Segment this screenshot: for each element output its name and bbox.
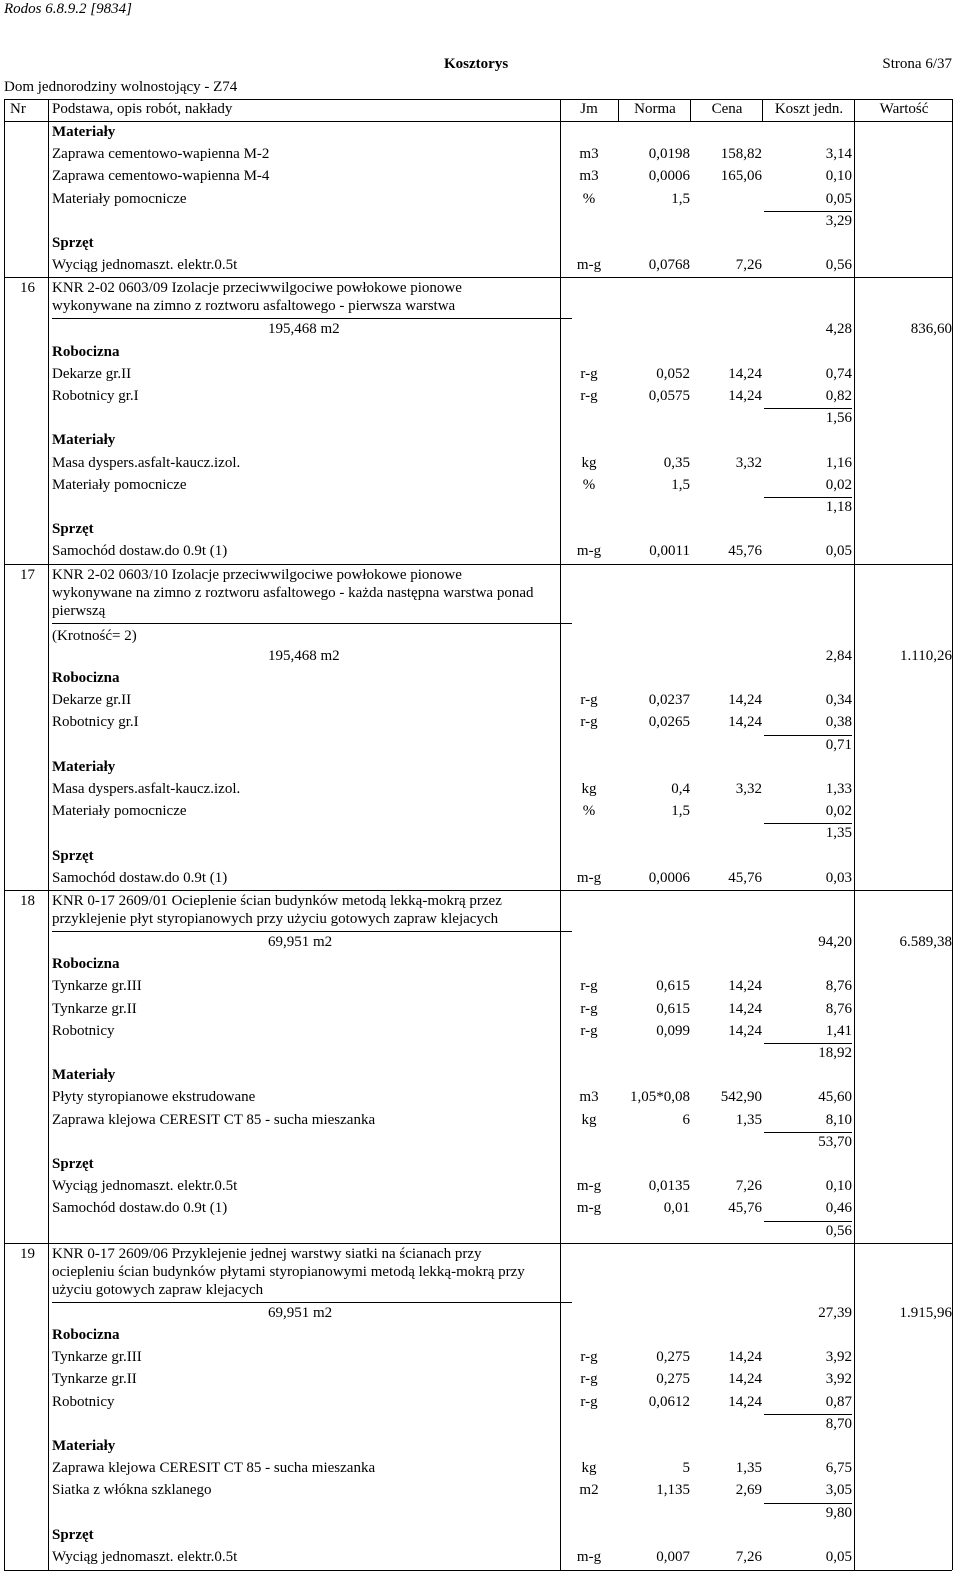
item-unit: kg [581,781,597,797]
position-description: KNR 0-17 2609/01 Ocieplenie ścian budynków metodą lekką-mokrą przez [52,893,502,909]
section-heading: Sprzęt [52,235,94,251]
subtotal-rule [764,1043,852,1044]
section-heading: Materiały [52,758,116,775]
section-heading: Materiały [52,432,116,449]
col-rule-desc [48,99,49,1570]
item-price: 3,32 [735,454,762,471]
item-norm: 0,01 [663,1200,690,1217]
position-description: użyciu gotowych zapraw klejacych [52,1281,264,1298]
project-name: Dom jednorodziny wolnostojący - Z74 [4,79,238,95]
item-price: 14,24 [728,365,762,382]
position-unit-cost: 4,28 [825,321,852,338]
col-rule-price [690,99,691,122]
item-unit-cost: 3,05 [825,1482,852,1499]
section-heading: Robocizna [52,1327,120,1343]
item-description: Tynkarze gr.III [52,1349,142,1366]
item-norm: 0,35 [663,454,690,471]
item-unit: kg [581,1460,597,1477]
item-norm: 0,615 [656,978,690,995]
section-heading: Sprzęt [52,1526,94,1543]
position-separator [4,277,952,278]
item-norm: 1,5 [671,190,690,207]
header-price: Cena [711,101,743,117]
item-unit: % [582,476,596,493]
header-norm: Norma [634,101,676,117]
item-unit-cost: 0,05 [825,543,852,560]
item-price: 2,69 [735,1482,762,1499]
item-norm: 1,135 [656,1482,690,1499]
item-description: Siatka z włókna szklanego [52,1482,212,1499]
col-rule-cost [762,99,763,122]
item-description: Materiały pomocnicze [52,190,187,207]
position-description: wykonywane na zimno z roztworu asfaltowego - każda następna warstwa ponad [52,584,534,601]
item-description: Robotnicy [52,1393,115,1410]
position-description: wykonywane na zimno z roztworu asfaltowego - pierwsza warstwa [52,298,456,315]
item-unit-cost: 3,92 [825,1371,852,1388]
item-description: Masa dyspers.asfalt-kaucz.izol. [52,454,241,471]
item-unit: r-g [580,714,598,731]
item-description: Robotnicy gr.I [52,714,139,731]
item-description: Materiały pomocnicze [52,803,187,820]
item-unit-cost: 0,10 [825,1178,852,1195]
subtotal-rule [764,1221,852,1222]
item-description: Samochód dostaw.do 0.9t (1) [52,869,228,886]
item-unit-cost: 0,05 [825,190,852,207]
subtotal-rule [764,735,852,736]
item-unit: r-g [580,1349,598,1366]
item-description: Dekarze gr.II [52,692,132,709]
item-price: 7,26 [735,1549,762,1565]
section-heading: Robocizna [52,343,120,360]
item-price: 542,90 [720,1089,762,1106]
item-description: Wyciąg jednomaszt. elektr.0.5t [52,1178,238,1195]
col-rule-left [4,99,5,1570]
position-quantity: 69,951 m2 [268,1304,333,1321]
item-price: 1,35 [735,1111,762,1128]
position-unit-cost: 27,39 [818,1304,852,1321]
item-unit: % [582,803,596,820]
item-unit: % [582,190,596,207]
position-value: 6.589,38 [899,934,952,950]
subtotal-rule [764,408,852,409]
item-unit-cost: 8,76 [825,1000,852,1017]
col-rule-right [952,99,953,1570]
item-description: Dekarze gr.II [52,365,132,382]
subtotal: 3,29 [825,212,852,229]
item-price: 14,24 [728,1371,762,1388]
item-norm: 0,4 [671,781,690,797]
item-unit-cost: 1,16 [825,454,852,471]
position-separator [4,564,952,565]
item-norm: 1,05*0,08 [630,1089,690,1106]
item-description: Materiały pomocnicze [52,476,187,493]
item-unit-cost: 45,60 [818,1089,852,1106]
section-heading: Sprzęt [52,1156,94,1172]
item-unit-cost: 0,56 [825,257,852,274]
item-unit: m-g [576,1200,602,1217]
position-unit-cost: 2,84 [825,647,852,664]
item-unit-cost: 0,05 [825,1549,852,1565]
item-price: 14,24 [728,978,762,995]
item-unit: m-g [576,1178,602,1195]
position-description: KNR 0-17 2609/06 Przyklejenie jednej warstwy siatki na ścianach przy [52,1245,482,1262]
item-norm: 0,0198 [648,146,690,163]
position-number: 17 [20,566,35,583]
item-description: Płyty styropianowe ekstrudowane [52,1089,256,1106]
subtotal-rule [764,1414,852,1415]
position-quantity: 69,951 m2 [268,934,333,950]
page-number: Strona 6/37 [882,56,952,72]
item-unit: r-g [580,1000,598,1017]
item-norm: 0,099 [656,1022,690,1039]
item-unit: r-g [580,978,598,995]
position-note: (Krotność= 2) [52,627,137,644]
item-norm: 0,0265 [648,714,690,731]
position-separator [4,890,952,891]
item-unit: kg [581,454,597,471]
position-quantity: 195,468 m2 [268,321,340,338]
item-price: 3,32 [735,781,762,797]
item-description: Zaprawa cementowo-wapienna M-2 [52,146,270,163]
item-unit-cost: 0,03 [825,869,852,886]
section-heading: Sprzęt [52,521,94,538]
item-unit: m2 [579,1482,599,1499]
subtotal: 1,18 [825,499,852,515]
item-description: Wyciąg jednomaszt. elektr.0.5t [52,1549,238,1565]
item-unit-cost: 6,75 [825,1460,852,1477]
item-norm: 0,0006 [648,869,690,886]
item-price: 14,24 [728,1349,762,1366]
item-unit-cost: 0,87 [825,1393,852,1410]
section-heading: Robocizna [52,670,120,686]
document-title: Kosztorys [444,56,509,72]
item-description: Zaprawa klejowa CERESIT CT 85 - sucha mieszanka [52,1111,376,1128]
item-unit-cost: 0,02 [825,803,852,820]
subtotal-rule [764,823,852,824]
item-description: Wyciąg jednomaszt. elektr.0.5t [52,257,238,274]
subtotal: 1,35 [825,825,852,842]
item-description: Tynkarze gr.II [52,1371,137,1388]
header-value: Wartość [879,101,929,117]
item-unit-cost: 0,46 [825,1200,852,1217]
subtotal-rule [764,497,852,498]
item-norm: 0,0612 [648,1393,690,1410]
program-version: Rodos 6.8.9.2 [9834] [4,1,132,17]
item-unit-cost: 0,34 [825,692,852,709]
item-unit: m-g [576,1549,602,1565]
item-unit: m3 [579,1089,599,1106]
item-unit-cost: 0,02 [825,476,852,493]
position-desc-rule [52,623,572,624]
position-desc-rule [52,1302,572,1303]
item-unit: m3 [579,146,599,163]
subtotal: 18,92 [818,1045,852,1061]
item-unit: m-g [576,543,602,560]
item-unit-cost: 0,74 [825,365,852,382]
item-unit-cost: 8,10 [825,1111,852,1128]
item-norm: 0,007 [656,1549,690,1565]
position-description: KNR 2-02 0603/09 Izolacje przeciwwilgociwe powłokowe pionowe [52,280,462,297]
subtotal: 8,70 [825,1415,852,1432]
position-value: 1.915,96 [899,1304,952,1321]
item-norm: 0,0006 [648,168,690,185]
item-norm: 1,5 [671,803,690,820]
position-desc-rule [52,318,572,319]
position-number: 18 [20,893,35,909]
item-price: 14,24 [728,388,762,404]
subtotal: 0,71 [825,736,852,753]
item-unit: m3 [579,168,599,185]
item-description: Zaprawa cementowo-wapienna M-4 [52,168,270,185]
item-price: 45,76 [728,1200,762,1217]
section-heading: Robocizna [52,956,120,973]
position-description: KNR 2-02 0603/10 Izolacje przeciwwilgociwe powłokowe pionowe [52,566,462,583]
item-norm: 0,0011 [649,543,690,560]
position-quantity: 195,468 m2 [268,647,340,664]
item-description: Samochód dostaw.do 0.9t (1) [52,543,228,560]
subtotal: 9,80 [825,1504,852,1521]
position-description: pierwszą [52,602,106,619]
item-unit: r-g [580,1022,598,1039]
item-description: Robotnicy gr.I [52,388,139,404]
item-price: 1,35 [735,1460,762,1477]
col-rule-unit [560,99,561,1570]
item-norm: 0,052 [656,365,690,382]
item-unit-cost: 3,14 [825,146,852,163]
item-norm: 0,275 [656,1349,690,1366]
header-unit-cost: Koszt jedn. [774,101,844,117]
col-rule-norm [618,99,619,122]
header-unit: Jm [580,101,598,117]
section-heading: Materiały [52,1067,116,1084]
header-nr: Nr [10,101,26,117]
item-price: 165,06 [720,168,762,185]
item-description: Tynkarze gr.II [52,1000,137,1017]
item-description: Masa dyspers.asfalt-kaucz.izol. [52,781,241,797]
position-value: 1.110,26 [900,647,952,664]
item-norm: 0,0768 [648,257,690,274]
subtotal: 53,70 [818,1133,852,1150]
header-bottom-rule [4,121,952,122]
item-norm: 0,275 [656,1371,690,1388]
item-description: Samochód dostaw.do 0.9t (1) [52,1200,228,1217]
item-description: Zaprawa klejowa CERESIT CT 85 - sucha mieszanka [52,1460,376,1477]
item-unit: r-g [580,1371,598,1388]
item-price: 14,24 [728,1393,762,1410]
item-unit-cost: 0,10 [825,168,852,185]
position-unit-cost: 94,20 [818,934,852,950]
position-description: przyklejenie płyt styropianowych przy użyciu gotowych zapraw klejacych [52,911,499,927]
item-norm: 0,0575 [648,388,690,404]
subtotal-rule [764,211,852,212]
subtotal-rule [764,1132,852,1133]
header-top-rule [4,99,952,100]
header-description: Podstawa, opis robót, nakłady [52,101,233,117]
item-unit: m-g [576,869,602,886]
item-price: 158,82 [720,146,762,163]
col-rule-value [854,99,855,1570]
item-price: 45,76 [728,869,762,886]
item-price: 7,26 [735,1178,762,1195]
item-norm: 5 [682,1460,690,1477]
table-bottom-rule [4,1570,952,1571]
item-norm: 6 [682,1111,690,1128]
subtotal: 0,56 [825,1222,852,1239]
item-description: Tynkarze gr.III [52,978,142,995]
item-price: 14,24 [728,714,762,731]
subtotal: 1,56 [825,410,852,427]
position-description: ociepleniu ścian budynków płytami styropianowymi metodą lekką-mokrą przy [52,1263,525,1280]
item-unit-cost: 1,33 [825,781,852,797]
item-unit-cost: 1,41 [825,1022,852,1039]
subtotal-rule [764,1503,852,1504]
item-unit-cost: 3,92 [825,1349,852,1366]
item-price: 45,76 [728,543,762,560]
section-heading: Sprzęt [52,847,94,864]
item-unit: r-g [580,1393,598,1410]
section-heading: Materiały [52,124,116,140]
item-norm: 0,0135 [648,1178,690,1195]
position-number: 19 [20,1245,35,1262]
section-heading: Materiały [52,1438,116,1454]
item-price: 14,24 [728,1000,762,1017]
item-unit-cost: 0,38 [825,714,852,731]
item-price: 14,24 [728,1022,762,1039]
item-unit: m-g [576,257,602,274]
item-unit: kg [581,1111,597,1128]
item-unit-cost: 0,82 [825,388,852,404]
item-price: 7,26 [735,257,762,274]
position-number: 16 [20,280,35,297]
item-unit-cost: 8,76 [825,978,852,995]
item-price: 14,24 [728,692,762,709]
item-norm: 1,5 [671,476,690,493]
item-description: Robotnicy [52,1022,115,1039]
position-value: 836,60 [910,321,952,338]
item-norm: 0,0237 [648,692,690,709]
item-norm: 0,615 [656,1000,690,1017]
item-unit: r-g [580,365,598,382]
item-unit: r-g [580,388,598,404]
position-desc-rule [52,931,572,932]
item-unit: r-g [580,692,598,709]
position-separator [4,1243,952,1244]
